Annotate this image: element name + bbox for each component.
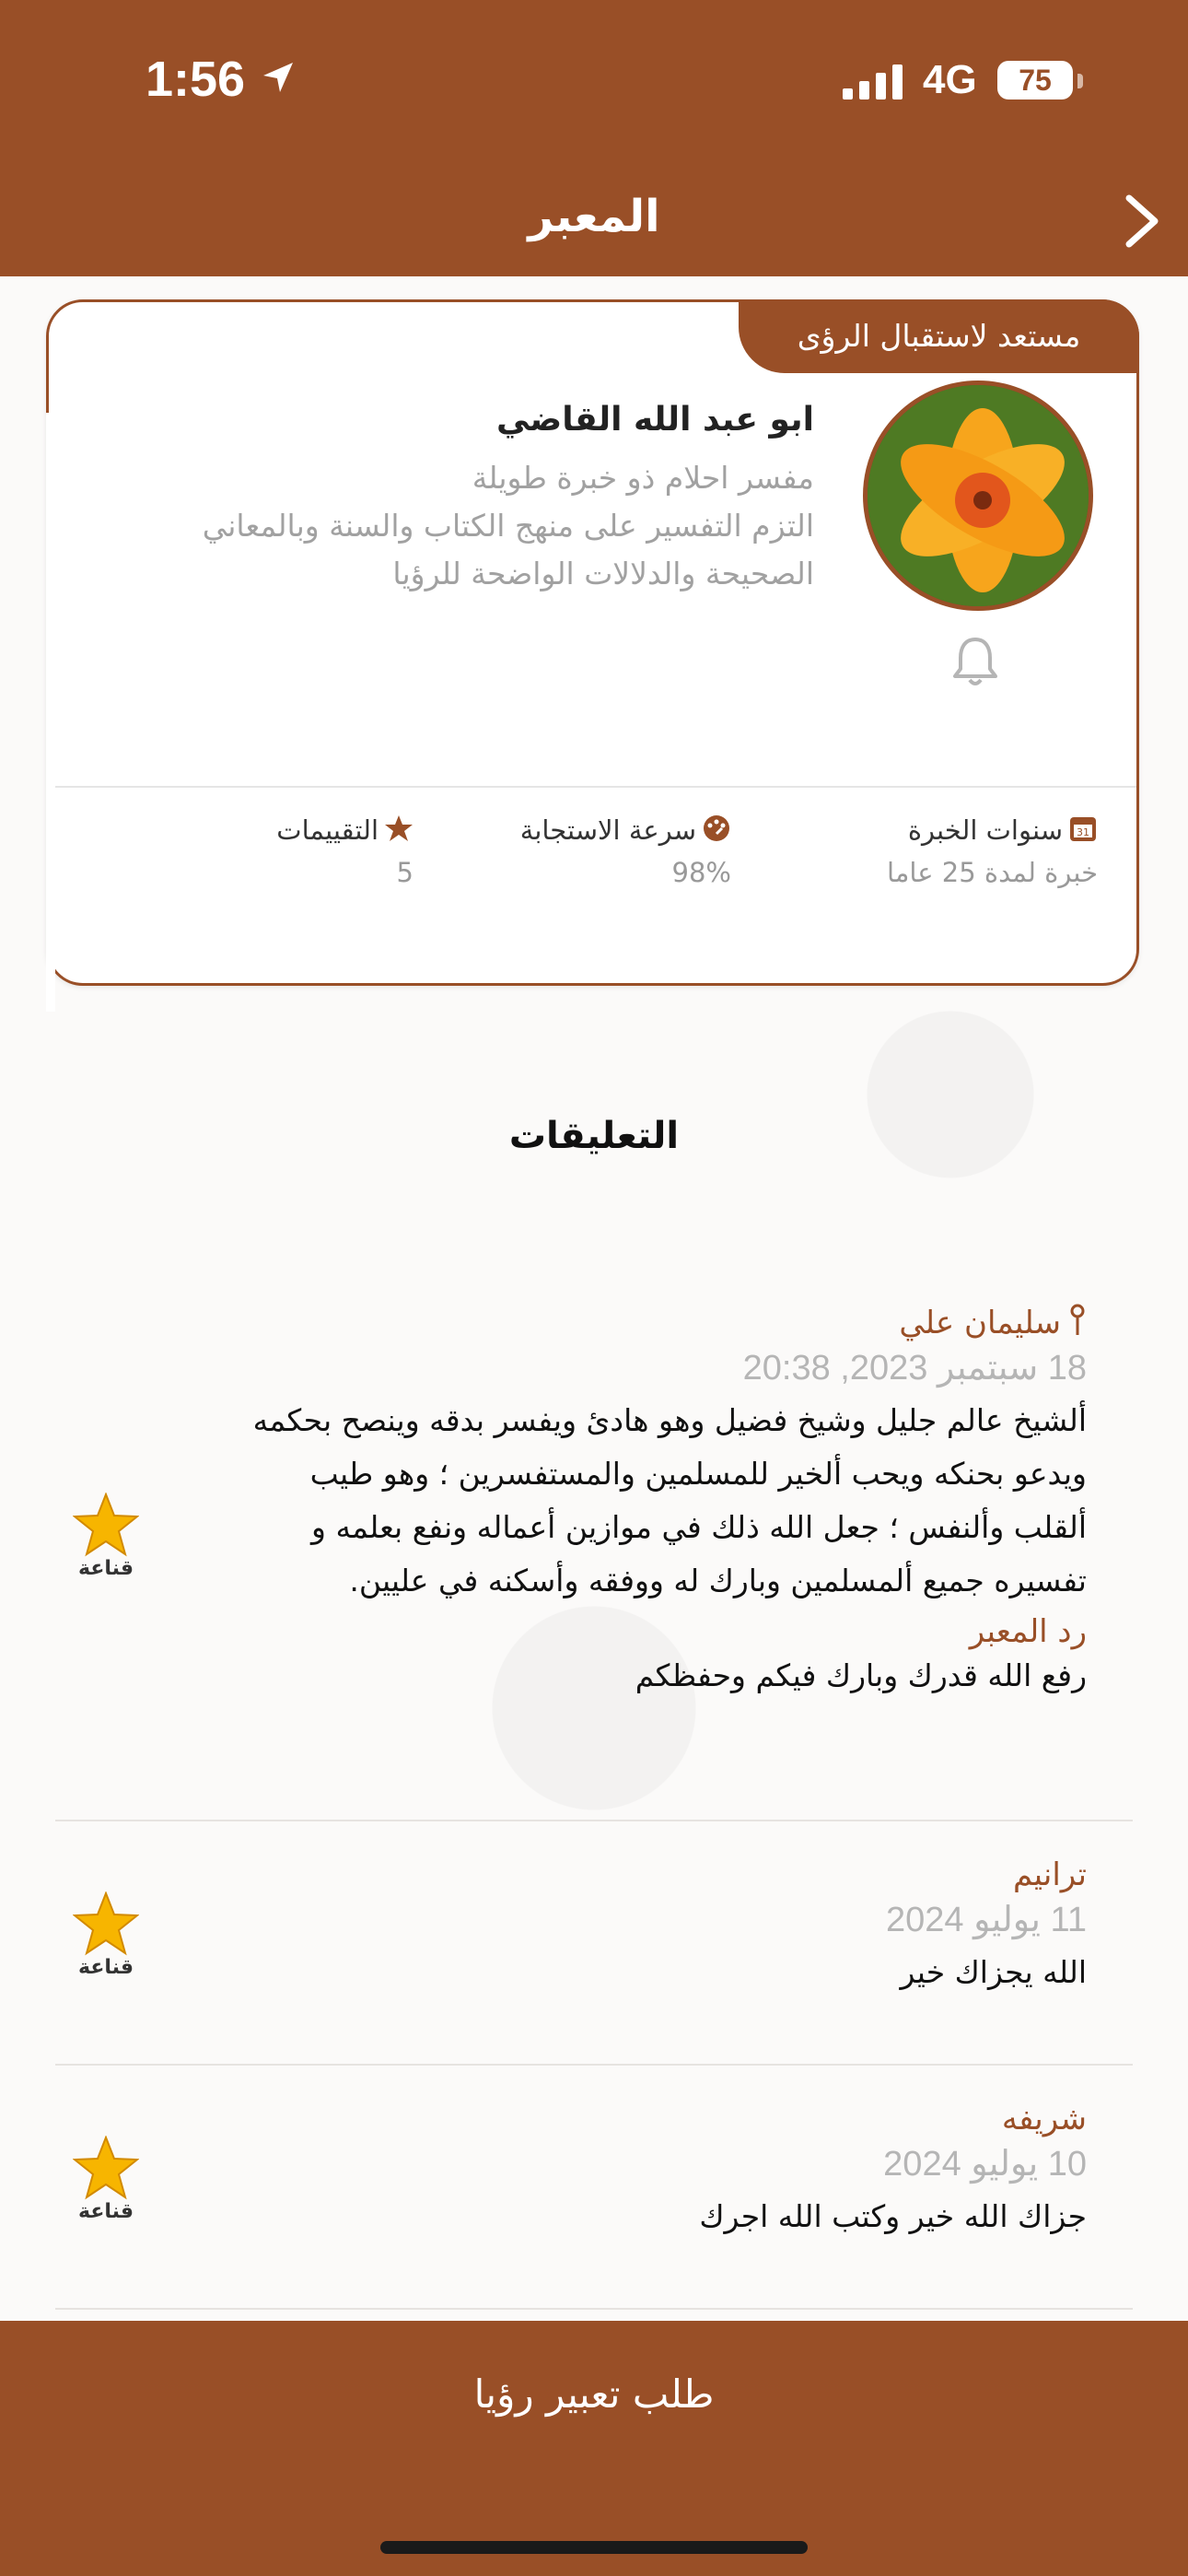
status-time: 1:56 <box>146 52 246 107</box>
back-chevron-icon[interactable] <box>1114 189 1170 253</box>
comment-divider <box>55 2064 1133 2066</box>
availability-badge: مستعد لاستقبال الرؤى <box>739 299 1139 373</box>
stat-value: 5 <box>396 857 413 888</box>
rating-badge <box>64 1891 147 1979</box>
stat-experience <box>887 814 1098 888</box>
comment-item <box>55 1304 1133 1693</box>
comment-text: الله يجزاك خير <box>900 1954 1087 1990</box>
battery-cap <box>1077 74 1083 88</box>
comment-text: جزاك الله خير وكتب الله اجرك <box>699 2198 1087 2234</box>
nav-bar <box>0 161 1188 286</box>
comment-item <box>55 1856 1133 1999</box>
comment-date: 18 سبتمبر 2023, 20:38 <box>742 1349 1087 1388</box>
gauge-icon <box>702 814 731 843</box>
stat-response <box>520 814 731 888</box>
person-icon <box>1068 1304 1087 1337</box>
battery-icon: 75 <box>997 61 1073 100</box>
card-divider <box>49 786 1136 788</box>
interpreter-card[interactable] <box>46 299 1139 986</box>
stat-label: التقييمات <box>276 814 379 846</box>
badge-label: قناعة <box>77 1557 134 1580</box>
comment-author: سليمان علي <box>55 1304 1133 1341</box>
bottom-action-bar <box>0 2321 1188 2576</box>
stat-label: سرعة الاستجابة <box>519 814 696 846</box>
comment-divider <box>55 1820 1133 1821</box>
bio-line: مفسر احلام ذو خبرة طويلة <box>472 460 814 496</box>
page-title: المعبر <box>528 191 660 242</box>
stat-label: سنوات الخبرة <box>907 814 1063 846</box>
star-icon <box>73 1493 139 1557</box>
reply-text: رفع الله قدرك وبارك فيكم وحفظكم <box>635 1657 1087 1693</box>
rating-badge <box>64 2136 147 2223</box>
stat-ratings <box>276 814 413 888</box>
request-interpretation-button[interactable]: طلب تعبير رؤيا <box>473 2371 715 2417</box>
star-icon <box>73 1891 139 1956</box>
comment-date: 10 يوليو 2024 <box>883 2145 1087 2184</box>
stat-value: خبرة لمدة 25 عاما <box>887 857 1098 888</box>
comment-date: 11 يوليو 2024 <box>886 1901 1087 1939</box>
interpreter-bio <box>114 454 814 598</box>
comment-text: ألشيخ عالم جليل وشيخ فضيل وهو هادئ ويفسر بدقه وينصح بحكمه ويدعو بحنكه ويحب ألخير للمسلمين والمستفسرين ؛ وهو طيب ألقلب وألنفس ؛ جعل الله ذلك في موازين أعماله ونفع بعلمه و تفسيره جميع ألمسلمين وبارك له ووفقه وأسكنه في عليين. <box>252 1402 1087 1598</box>
reply-label: رد المعبر <box>969 1613 1087 1650</box>
stat-value: 98% <box>671 857 731 888</box>
star-icon <box>384 814 413 843</box>
comment-author: شريفه <box>1001 2101 1087 2137</box>
calendar-icon <box>1068 814 1098 843</box>
badge-label: قناعة <box>77 2200 134 2223</box>
comment-divider <box>55 2308 1133 2310</box>
bio-line: التزم التفسير على منهج الكتاب والسنة وبالمعاني الصحيحة والدلالات الواضحة للرؤيا <box>202 508 814 591</box>
star-icon <box>73 2136 139 2200</box>
bell-icon[interactable] <box>951 634 999 687</box>
comments-heading: التعليقات <box>508 1115 680 1157</box>
network-type: 4G <box>923 57 977 102</box>
rating-badge <box>64 1493 147 1580</box>
signal-icon <box>843 64 907 100</box>
badge-label: قناعة <box>77 1956 134 1979</box>
interpreter-name: ابو عبد الله القاضي <box>496 401 814 439</box>
comment-item <box>55 2101 1133 2243</box>
status-bar <box>0 0 1188 161</box>
home-indicator[interactable] <box>380 2541 808 2554</box>
location-arrow-icon <box>260 59 297 96</box>
svg-text:31: 31 <box>1077 826 1089 838</box>
avatar <box>863 381 1093 611</box>
comment-author: ترانيم <box>1012 1856 1087 1893</box>
